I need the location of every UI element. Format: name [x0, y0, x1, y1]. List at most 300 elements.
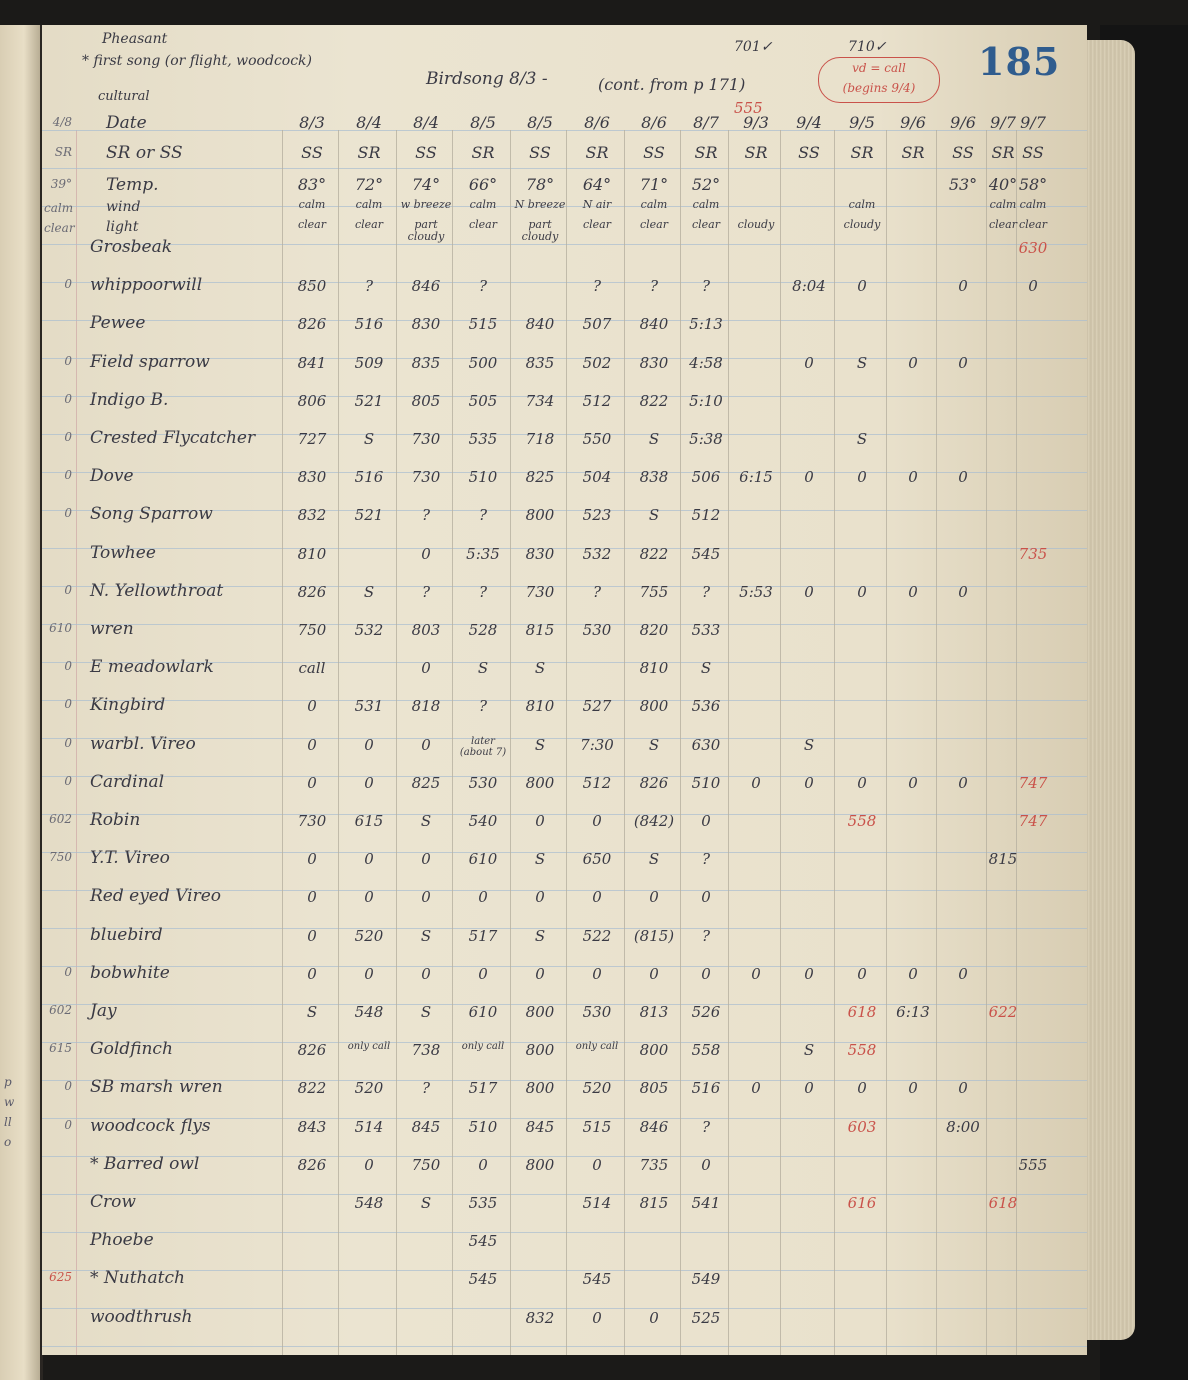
- observation-cell: 730: [297, 812, 327, 830]
- observation-cell: ?: [701, 582, 711, 601]
- observation-cell: 0: [649, 888, 659, 907]
- header-wind-cell: calm: [848, 198, 876, 211]
- observation-cell: 0: [958, 1079, 968, 1098]
- observation-cell: 805: [639, 1079, 669, 1098]
- observation-cell: 815: [525, 621, 555, 639]
- observation-cell: 800: [525, 1155, 555, 1174]
- header-temps-cell: 78°: [525, 175, 555, 194]
- header-dates-cell: 8/7: [693, 113, 719, 132]
- observation-cell: 0: [421, 659, 431, 678]
- header-srss-cell: SR: [744, 143, 768, 162]
- observation-cell: 800: [525, 1079, 555, 1098]
- margin-note: 615: [49, 1041, 72, 1056]
- column-line: [986, 130, 987, 1355]
- header-srss-cell: SS: [798, 143, 820, 162]
- observation-cell: 515: [468, 315, 498, 334]
- bird-name: Jay: [90, 1001, 117, 1021]
- observation-cell: 630: [1018, 239, 1048, 257]
- observation-cell: 532: [354, 621, 384, 639]
- left-page-note: w: [4, 1095, 15, 1109]
- observation-cell: 826: [297, 315, 327, 334]
- observation-cell: 618: [988, 1194, 1018, 1212]
- margin-note: calm: [44, 201, 74, 215]
- header-dates-cell: 8/4: [413, 113, 439, 132]
- observation-cell: 558: [691, 1041, 721, 1060]
- margin-note: 0: [64, 773, 72, 788]
- observation-cell: 803: [411, 621, 441, 639]
- red-annotation-box: [818, 57, 940, 103]
- observation-cell: 0: [908, 582, 918, 601]
- header-srss-cell: SS: [1022, 143, 1044, 162]
- observation-cell: S: [648, 430, 660, 448]
- observation-cell: ?: [421, 582, 431, 601]
- observation-cell: 618: [847, 1003, 877, 1021]
- header-wind-cell: calm: [640, 198, 668, 211]
- observation-cell: 516: [354, 468, 384, 487]
- header-dates-cell: 9/6: [900, 113, 926, 132]
- bird-name: Goldfinch: [90, 1039, 173, 1060]
- observation-cell: 616: [847, 1194, 877, 1212]
- header-wind-cell: calm: [355, 198, 383, 211]
- header-temps-cell: 53°: [948, 175, 978, 194]
- observation-cell: 840: [525, 315, 555, 334]
- ruled-line: [42, 1270, 1087, 1271]
- observation-cell: 507: [582, 315, 612, 334]
- observation-cell: 0: [804, 353, 814, 372]
- margin-note: 0: [64, 468, 72, 483]
- observation-cell: S: [306, 1003, 318, 1021]
- column-line: [886, 130, 887, 1355]
- observation-cell: S: [420, 812, 432, 830]
- observation-cell: 0: [958, 773, 968, 792]
- observation-cell: ?: [478, 582, 488, 601]
- observation-cell: ?: [701, 926, 711, 945]
- ruled-line: [42, 168, 1087, 169]
- bird-name: Phoebe: [90, 1230, 154, 1251]
- observation-cell: 826: [297, 1041, 327, 1060]
- observation-cell: 832: [297, 506, 327, 525]
- note-701: 701✓: [734, 39, 773, 55]
- observation-cell: 815: [988, 850, 1018, 869]
- observation-cell: 845: [411, 1117, 441, 1136]
- margin-note: 0: [64, 506, 72, 521]
- header-srss-cell: SR: [585, 143, 609, 162]
- observation-cell: 516: [691, 1079, 721, 1098]
- observation-cell: 5:10: [689, 391, 723, 410]
- observation-cell: S: [700, 659, 712, 678]
- observation-cell: 747: [1018, 812, 1048, 830]
- observation-cell: 747: [1018, 773, 1048, 792]
- bird-name: Song Sparrow: [90, 504, 213, 525]
- observation-cell: 0: [307, 697, 317, 716]
- margin-note: 750: [49, 850, 72, 865]
- observation-cell: call: [298, 659, 326, 678]
- bird-name: N. Yellowthroat: [90, 580, 224, 601]
- bird-name: woodcock flys: [90, 1115, 211, 1136]
- observation-cell: 0: [364, 773, 374, 792]
- observation-cell: 512: [582, 773, 612, 792]
- observation-cell: 0: [958, 468, 968, 487]
- header-srss-cell: SR: [991, 143, 1015, 162]
- observation-cell: 727: [297, 430, 327, 448]
- observation-cell: 533: [691, 621, 721, 639]
- margin-note: 0: [64, 964, 72, 979]
- observation-cell: 0: [857, 582, 867, 601]
- bird-name: woodthrush: [90, 1306, 193, 1327]
- observation-cell: ?: [701, 277, 711, 296]
- observation-cell: 545: [691, 544, 721, 563]
- header-light-cell: clear: [582, 218, 611, 231]
- observation-cell: 0: [592, 964, 602, 983]
- observation-cell: 541: [691, 1194, 721, 1212]
- observation-cell: 0: [364, 964, 374, 983]
- observation-cell: 0: [307, 964, 317, 983]
- header-light-cell: part cloudy: [521, 218, 559, 243]
- observation-cell: 800: [525, 506, 555, 525]
- bird-name: bluebird: [90, 924, 163, 945]
- observation-cell: 522: [582, 926, 612, 945]
- observation-cell: 822: [639, 391, 669, 410]
- observation-cell: 845: [525, 1117, 555, 1136]
- observation-cell: 810: [639, 659, 669, 678]
- margin-note: 0: [64, 697, 72, 712]
- header-dates-cell: 8/6: [641, 113, 667, 132]
- observation-cell: 830: [297, 468, 327, 487]
- observation-cell: 800: [639, 1041, 669, 1060]
- header-srss-cell: SR: [850, 143, 874, 162]
- observation-cell: 738: [411, 1041, 441, 1060]
- observation-cell: S: [803, 1041, 815, 1060]
- observation-cell: 846: [411, 277, 441, 296]
- observation-cell: 555: [1018, 1155, 1048, 1174]
- observation-cell: 521: [354, 391, 384, 410]
- observation-cell: 530: [582, 621, 612, 639]
- observation-cell: 622: [988, 1003, 1018, 1021]
- observation-cell: 530: [468, 773, 498, 792]
- bird-name: wren: [90, 619, 134, 639]
- column-line: [282, 130, 283, 1355]
- observation-cell: 610: [468, 1003, 498, 1021]
- header-light-cell: clear: [354, 218, 383, 231]
- observation-cell: 825: [411, 773, 441, 792]
- column-line: [936, 130, 937, 1355]
- observation-cell: 0: [478, 1155, 488, 1174]
- observation-cell: 514: [354, 1117, 384, 1136]
- observation-cell: S: [420, 1194, 432, 1212]
- observation-cell: 0: [421, 850, 431, 869]
- observation-cell: (815): [633, 926, 675, 945]
- observation-cell: 0: [592, 888, 602, 907]
- header-temps-cell: 74°: [411, 175, 441, 194]
- observation-cell: 0: [804, 773, 814, 792]
- observation-cell: 5:53: [739, 582, 773, 601]
- observation-cell: 540: [468, 812, 498, 830]
- observation-cell: 520: [582, 1079, 612, 1098]
- header-wind-cell: calm: [692, 198, 720, 211]
- observation-cell: 4:58: [689, 353, 723, 372]
- margin-note: 0: [64, 277, 72, 292]
- margin-note: 39°: [50, 177, 72, 191]
- margin-note: 0: [64, 659, 72, 674]
- observation-cell: 530: [582, 1003, 612, 1021]
- observation-cell: 840: [639, 315, 669, 334]
- header-srss-cell: SS: [415, 143, 437, 162]
- observation-cell: 750: [411, 1155, 441, 1174]
- observation-cell: 0: [592, 1308, 602, 1327]
- observation-cell: 535: [468, 430, 498, 448]
- observation-cell: ?: [478, 277, 488, 296]
- observation-cell: 0: [908, 773, 918, 792]
- note-pheasant: Pheasant: [102, 31, 168, 47]
- observation-cell: 730: [525, 582, 555, 601]
- observation-cell: 535: [468, 1194, 498, 1212]
- observation-cell: 523: [582, 506, 612, 525]
- observation-cell: 0: [857, 964, 867, 983]
- margin-note: SR: [54, 145, 72, 159]
- observation-cell: 510: [468, 1117, 498, 1136]
- observation-cell: 750: [297, 621, 327, 639]
- observation-cell: 0: [857, 1079, 867, 1098]
- observation-cell: 512: [691, 506, 721, 525]
- margin-note: 0: [64, 1079, 72, 1094]
- observation-cell: 548: [354, 1003, 384, 1021]
- observation-cell: ?: [478, 506, 488, 525]
- header-wind-cell: calm: [1019, 198, 1047, 211]
- observation-cell: 0: [751, 773, 761, 792]
- observation-cell: 843: [297, 1117, 327, 1136]
- observation-cell: 0: [804, 468, 814, 487]
- observation-cell: 805: [411, 391, 441, 410]
- observation-cell: 0: [701, 964, 711, 983]
- observation-cell: 0: [307, 773, 317, 792]
- red-note-line: vd = call: [852, 61, 906, 75]
- header-wind-cell: N air: [582, 198, 612, 211]
- observation-cell: 0: [421, 544, 431, 563]
- observation-cell: 735: [639, 1155, 669, 1174]
- notebook-page: [42, 25, 1087, 1355]
- observation-cell: 515: [582, 1117, 612, 1136]
- header-dates-cell: 9/7: [1020, 113, 1046, 132]
- ruled-line: [42, 1346, 1087, 1347]
- observation-cell: 0: [364, 1155, 374, 1174]
- header-light-cell: cloudy: [843, 218, 881, 231]
- header-dates-cell: 8/3: [299, 113, 325, 132]
- observation-cell: 504: [582, 468, 612, 487]
- observation-cell: 0: [908, 964, 918, 983]
- observation-cell: S: [534, 850, 546, 869]
- ruled-line: [42, 244, 1087, 245]
- observation-cell: 0: [535, 964, 545, 983]
- observation-cell: 800: [525, 1041, 555, 1060]
- margin-note: 0: [64, 582, 72, 597]
- bird-name: bobwhite: [90, 962, 170, 983]
- header-dates-cell: 9/4: [796, 113, 822, 132]
- header-temps-cell: 40°: [988, 175, 1018, 194]
- observation-cell: 755: [639, 582, 669, 601]
- observation-cell: 548: [354, 1194, 384, 1212]
- observation-cell: only call: [575, 1041, 619, 1053]
- observation-cell: 510: [468, 468, 498, 487]
- header-srss-cell: SS: [643, 143, 665, 162]
- observation-cell: ?: [701, 850, 711, 869]
- ruled-line: [42, 1232, 1087, 1233]
- observation-cell: 0: [535, 888, 545, 907]
- observation-cell: 558: [847, 812, 877, 830]
- header-temps-cell: 66°: [468, 175, 498, 194]
- header-temps-cell: 64°: [582, 175, 612, 194]
- observation-cell: S: [477, 659, 489, 678]
- observation-cell: 517: [468, 926, 498, 945]
- observation-cell: 734: [525, 391, 555, 410]
- header-srss-cell: SS: [529, 143, 551, 162]
- observation-cell: (842): [633, 812, 675, 830]
- note-710: 710✓: [848, 39, 887, 55]
- observation-cell: 0: [649, 964, 659, 983]
- observation-cell: 5:38: [689, 430, 723, 448]
- margin-note: clear: [44, 221, 75, 235]
- observation-cell: 830: [411, 315, 441, 334]
- margin-note: 0: [64, 353, 72, 368]
- header-light-cell: part cloudy: [407, 218, 445, 243]
- header-light-cell: clear: [988, 218, 1017, 231]
- observation-cell: 0: [857, 773, 867, 792]
- observation-cell: 0: [908, 353, 918, 372]
- bird-name: * Nuthatch: [90, 1268, 185, 1289]
- observation-cell: 841: [297, 353, 327, 372]
- observation-cell: 822: [297, 1079, 327, 1098]
- observation-cell: ?: [649, 277, 659, 296]
- margin-note: 625: [49, 1270, 72, 1285]
- bird-name: Red eyed Vireo: [90, 886, 221, 907]
- observation-cell: 526: [691, 1003, 721, 1021]
- header-srss-cell: SR: [471, 143, 495, 162]
- observation-cell: later (about 7): [459, 735, 507, 758]
- observation-cell: 520: [354, 926, 384, 945]
- observation-cell: 528: [468, 621, 498, 639]
- observation-cell: 509: [354, 353, 384, 372]
- observation-cell: S: [420, 1003, 432, 1021]
- header-light-cell: clear: [691, 218, 720, 231]
- observation-cell: 735: [1018, 544, 1048, 563]
- observation-cell: only call: [461, 1041, 505, 1053]
- observation-cell: 0: [958, 353, 968, 372]
- observation-cell: 0: [421, 735, 431, 754]
- header-light-cell: clear: [639, 218, 668, 231]
- header-temps-cell: 72°: [354, 175, 384, 194]
- observation-cell: 0: [364, 850, 374, 869]
- bird-name: Field sparrow: [90, 351, 210, 372]
- observation-cell: S: [534, 926, 546, 945]
- note-continued: (cont. from p 171): [598, 75, 746, 94]
- header-srss-cell: SS: [952, 143, 974, 162]
- observation-cell: 550: [582, 430, 612, 448]
- bird-name: Crow: [90, 1192, 136, 1212]
- bird-name: Robin: [90, 810, 141, 830]
- observation-cell: 826: [297, 1155, 327, 1174]
- observation-cell: 0: [751, 1079, 761, 1098]
- note-555: 555: [734, 99, 763, 117]
- observation-cell: 0: [751, 964, 761, 983]
- observation-cell: 615: [354, 812, 384, 830]
- header-light-cell: cloudy: [737, 218, 775, 231]
- margin-line: [76, 130, 77, 1355]
- observation-cell: 516: [354, 315, 384, 334]
- left-page-note: o: [4, 1135, 12, 1149]
- header-label: Temp.: [106, 175, 159, 195]
- header-label: Date: [106, 113, 147, 133]
- header-dates-cell: 9/7: [990, 113, 1016, 132]
- observation-cell: 818: [411, 697, 441, 716]
- observation-cell: 0: [857, 468, 867, 487]
- observation-cell: ?: [364, 277, 374, 296]
- column-line: [780, 130, 781, 1355]
- margin-note: 610: [49, 621, 72, 635]
- observation-cell: S: [363, 430, 375, 448]
- header-srss-cell: SR: [901, 143, 925, 162]
- observation-cell: 826: [297, 582, 327, 601]
- bird-name: Y.T. Vireo: [90, 848, 170, 869]
- observation-cell: 545: [582, 1270, 612, 1289]
- margin-note: 0: [64, 1117, 72, 1132]
- observation-cell: 0: [478, 888, 488, 907]
- observation-cell: 6:15: [739, 468, 773, 487]
- observation-cell: 820: [639, 621, 669, 639]
- column-line: [1016, 130, 1017, 1355]
- observation-cell: S: [856, 353, 868, 372]
- observation-cell: 0: [478, 964, 488, 983]
- bird-name: E meadowlark: [90, 657, 214, 678]
- bird-name: Indigo B.: [90, 389, 169, 410]
- observation-cell: 536: [691, 697, 721, 716]
- bird-name: Cardinal: [90, 771, 165, 792]
- header-light-cell: clear: [297, 218, 326, 231]
- observation-cell: S: [534, 735, 546, 754]
- margin-note: 0: [64, 735, 72, 750]
- header-label: SR or SS: [106, 143, 183, 163]
- header-temps-cell: 71°: [639, 175, 669, 194]
- observation-cell: 630: [691, 735, 721, 754]
- header-srss-cell: SS: [301, 143, 323, 162]
- observation-cell: 0: [592, 812, 602, 830]
- bird-name: Dove: [90, 466, 134, 487]
- observation-cell: 0: [804, 1079, 814, 1098]
- observation-cell: 0: [701, 812, 711, 830]
- observation-cell: 832: [525, 1308, 555, 1327]
- observation-cell: 0: [701, 888, 711, 907]
- observation-cell: ?: [421, 1079, 431, 1098]
- observation-cell: S: [648, 506, 660, 525]
- header-label: wind: [106, 199, 141, 215]
- bird-name: Pewee: [90, 313, 146, 334]
- observation-cell: 0: [908, 468, 918, 487]
- observation-cell: 835: [525, 353, 555, 372]
- observation-cell: 506: [691, 468, 721, 487]
- observation-cell: 0: [958, 964, 968, 983]
- header-srss-cell: SR: [694, 143, 718, 162]
- observation-cell: 800: [639, 697, 669, 716]
- observation-cell: 8:00: [946, 1117, 980, 1136]
- observation-cell: S: [363, 582, 375, 601]
- red-note-line: (begins 9/4): [842, 81, 916, 95]
- page-title: Birdsong 8/3 -: [426, 69, 548, 89]
- observation-cell: 0: [857, 277, 867, 296]
- observation-cell: 6:13: [896, 1003, 930, 1021]
- observation-cell: 0: [958, 582, 968, 601]
- observation-cell: 0: [1028, 277, 1038, 296]
- bird-name: whippoorwill: [90, 275, 203, 296]
- header-light-cell: clear: [1018, 218, 1047, 231]
- observation-cell: 800: [525, 1003, 555, 1021]
